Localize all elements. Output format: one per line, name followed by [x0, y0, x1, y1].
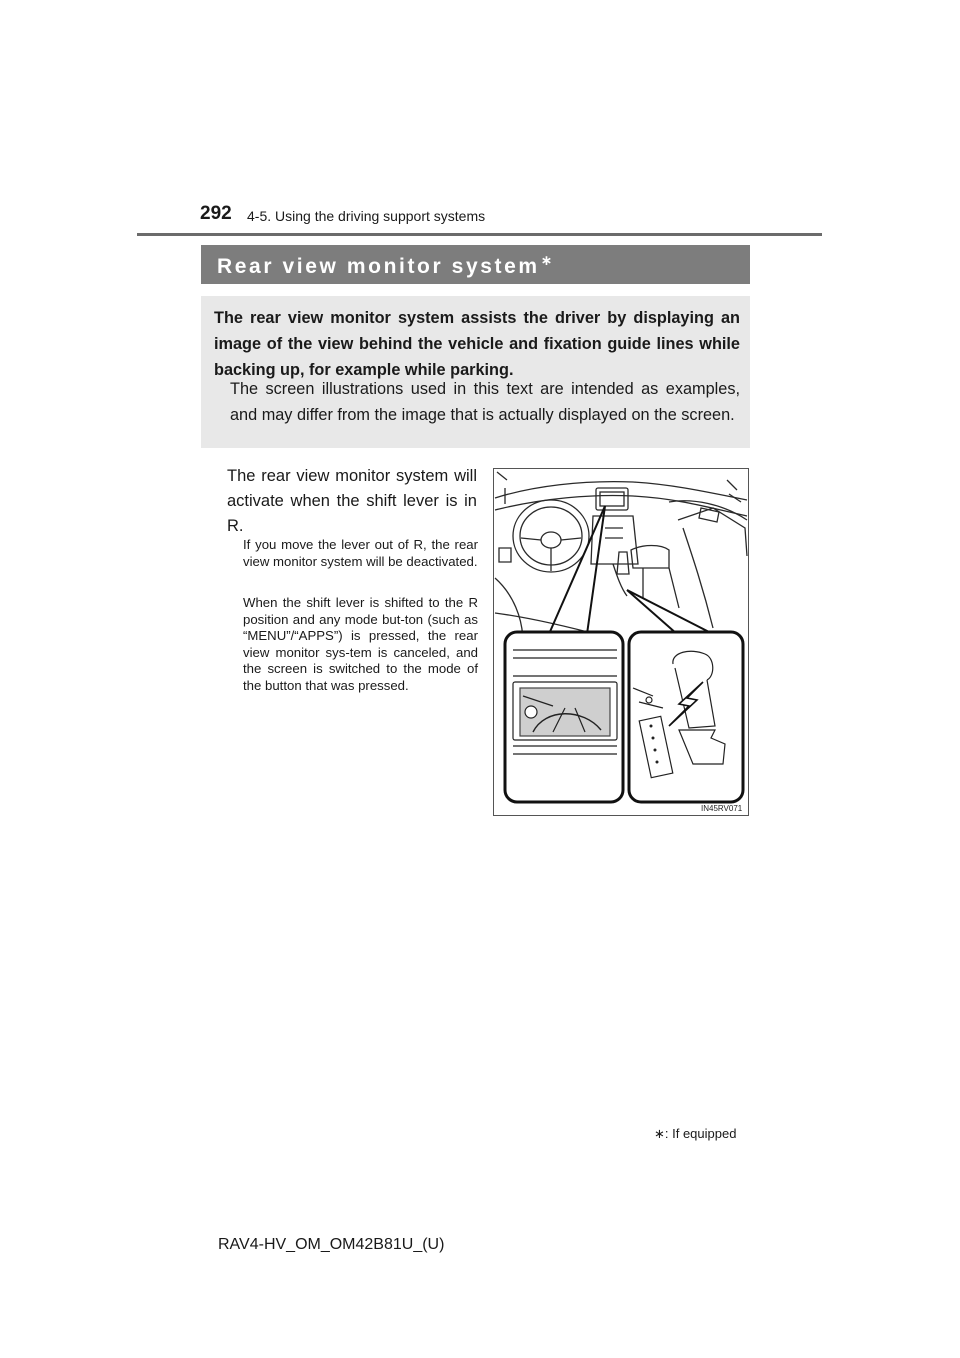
screen-callout [505, 632, 623, 802]
section-title [217, 252, 552, 279]
chapter-title: 4-5. Using the driving support systems [247, 208, 486, 224]
note-deactivate: If you move the lever out of R, the rear view monitor system will be deactivated. [243, 537, 478, 569]
section-title-text: Rear view monitor system [217, 255, 540, 278]
intro-note: The screen illustrations used in this text are intended as examples, and may differ from the image that is actually displayed on the screen. [230, 380, 740, 424]
figure-code: IN45RV071 [701, 804, 743, 813]
section-header [201, 245, 750, 284]
footer-doc-code: RAV4-HV_OM_OM42B81U_(U) [218, 1236, 445, 1253]
intro-box [201, 296, 750, 448]
shift-lever-callout [629, 632, 743, 802]
header-divider [137, 233, 822, 236]
intro-lead: The rear view monitor system assists the driver by displaying an image of the view behind the vehicle and fixation guide lines while backing up, for example while parking. [214, 309, 740, 379]
footnote: ∗: If equipped [654, 1126, 737, 1141]
note-mode-button: When the shift lever is shifted to the R position and any mode but-ton (such as “MENU”/“APPS”) is pressed, the rear view monitor sys-tem is canceled, and the screen is switched to the mode of the button that was pressed. [243, 595, 478, 693]
body-text: The rear view monitor system will activate when the shift lever is in R. [227, 467, 477, 535]
cockpit-illustration [493, 468, 749, 816]
page-number: 292 [200, 203, 232, 224]
if-equipped-mark: ∗ [540, 252, 553, 268]
